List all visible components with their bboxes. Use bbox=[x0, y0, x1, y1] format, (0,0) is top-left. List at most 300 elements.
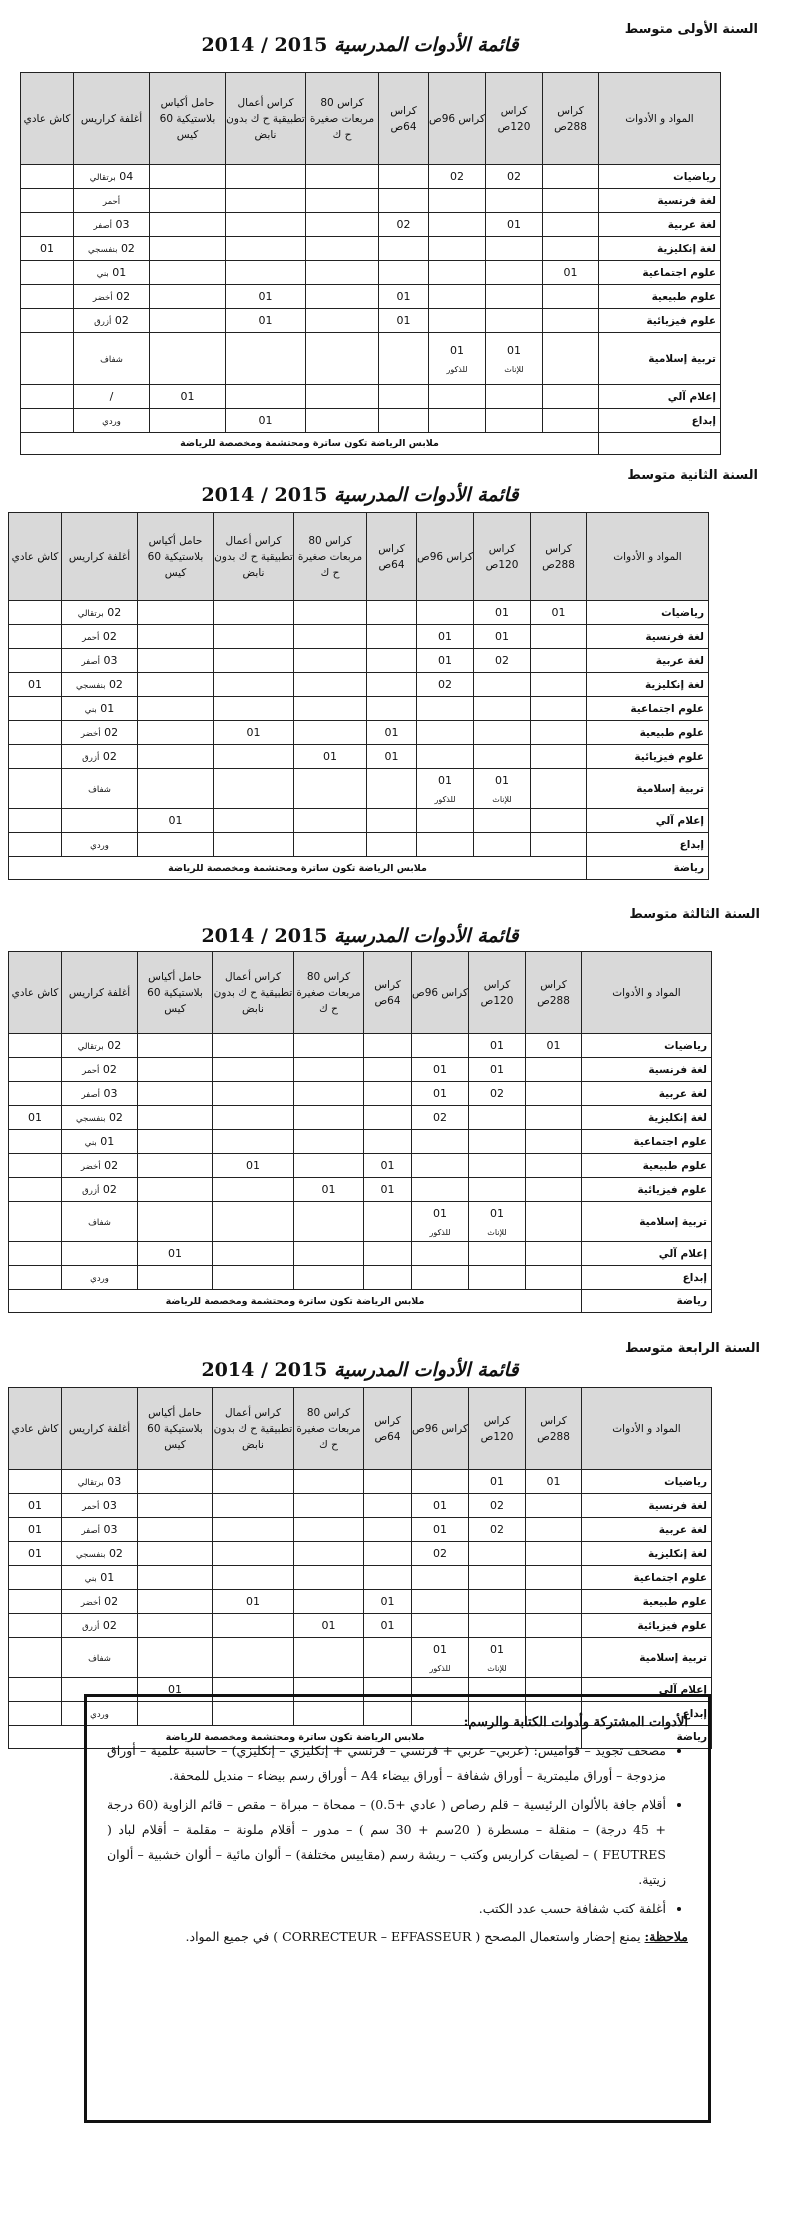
copybook-288-cell bbox=[531, 833, 587, 857]
quantity: 01 bbox=[258, 414, 273, 427]
quantity: 01 bbox=[490, 1039, 504, 1052]
bag-holder-cell bbox=[138, 649, 214, 673]
copybook-80-squares-cell bbox=[306, 309, 379, 333]
copybook-80-squares-cell bbox=[306, 237, 379, 261]
practical-copybook-cell bbox=[213, 1130, 294, 1154]
copybook-288-cell bbox=[526, 1470, 582, 1494]
quantity: 01 bbox=[384, 750, 399, 763]
copybook-80-squares-cell bbox=[306, 213, 379, 237]
list-title bbox=[150, 925, 570, 947]
covers-cell bbox=[62, 1130, 138, 1154]
plain-cash-cell bbox=[9, 1154, 62, 1178]
copybook-80-squares-cell bbox=[294, 769, 367, 809]
sport-note-cell: ملابس الرياضة تكون ساترة ومحتشمة ومخصصة للرياضة bbox=[9, 1726, 582, 1749]
table-row bbox=[21, 189, 721, 213]
bag-holder-cell bbox=[150, 333, 226, 385]
copybook-96-cell bbox=[412, 1058, 469, 1082]
cover-quantity: 02 bbox=[108, 678, 123, 691]
copybook-288-cell bbox=[526, 1242, 582, 1266]
quantity: 01 bbox=[246, 1595, 260, 1608]
common-supplies-list bbox=[107, 1738, 688, 1921]
copybook-64-cell bbox=[367, 809, 417, 833]
copybook-80-squares-cell bbox=[294, 625, 367, 649]
col-header-plain-cash: كاش عادي bbox=[9, 952, 62, 1034]
copybook-288-cell bbox=[543, 309, 599, 333]
practical-copybook-cell bbox=[213, 1566, 294, 1590]
table-row bbox=[9, 1542, 712, 1566]
subject-cell: رياضة bbox=[582, 1726, 712, 1749]
gender-label: للإناث bbox=[492, 794, 512, 804]
copybook-96-cell bbox=[417, 833, 474, 857]
cover-quantity: 02 bbox=[102, 1183, 117, 1196]
cover-quantity: 03 bbox=[115, 218, 130, 231]
practical-copybook-cell bbox=[226, 409, 306, 433]
table-row bbox=[21, 385, 721, 409]
col-header-covers: أغلفة كراريس bbox=[62, 513, 138, 601]
year-heading: السنة الثالثة متوسط bbox=[629, 907, 760, 922]
copybook-64-cell bbox=[379, 409, 429, 433]
copybook-120-cell bbox=[474, 721, 531, 745]
covers-cell bbox=[62, 1470, 138, 1494]
table-row bbox=[9, 833, 709, 857]
supplies-table bbox=[8, 512, 709, 880]
subject-cell: علوم اجتماعية bbox=[587, 697, 709, 721]
cover-color: أحمر bbox=[82, 1066, 100, 1076]
covers-cell bbox=[74, 213, 150, 237]
covers-cell bbox=[62, 673, 138, 697]
copybook-64-cell bbox=[367, 833, 417, 857]
sport-row bbox=[21, 433, 721, 455]
practical-copybook-cell bbox=[213, 1154, 294, 1178]
col-header-copybook-80-squares: كراس 80 مربعات صغيرة ح ك bbox=[294, 513, 367, 601]
col-header-copybook-120: كراس 120ص bbox=[469, 1388, 526, 1470]
copybook-96-cell bbox=[417, 649, 474, 673]
copybook-288-cell bbox=[526, 1154, 582, 1178]
copybook-96-cell bbox=[412, 1614, 469, 1638]
copybook-96-cell bbox=[412, 1154, 469, 1178]
plain-cash-cell bbox=[9, 721, 62, 745]
copybook-80-squares-cell bbox=[294, 721, 367, 745]
subject-cell: لغة فرنسية bbox=[582, 1058, 712, 1082]
copybook-80-squares-cell bbox=[306, 333, 379, 385]
copybook-288-cell bbox=[543, 285, 599, 309]
practical-copybook-cell bbox=[226, 309, 306, 333]
subject-cell: رياضيات bbox=[582, 1470, 712, 1494]
table-row bbox=[9, 1638, 712, 1678]
col-header-plain-cash: كاش عادي bbox=[9, 1388, 62, 1470]
bag-holder-cell bbox=[138, 1470, 213, 1494]
practical-copybook-cell bbox=[214, 833, 294, 857]
plain-cash-cell bbox=[21, 309, 74, 333]
copybook-80-squares-cell bbox=[294, 1614, 364, 1638]
quantity: 02 bbox=[433, 1111, 447, 1124]
covers-cell bbox=[62, 1614, 138, 1638]
bag-holder-cell bbox=[138, 673, 214, 697]
copybook-288-cell bbox=[543, 261, 599, 285]
quantity: 02 bbox=[507, 170, 521, 183]
quantity: 01 bbox=[490, 1642, 504, 1656]
cover-quantity: 02 bbox=[116, 290, 131, 303]
copybook-80-squares-cell bbox=[294, 809, 367, 833]
quantity: 01 bbox=[546, 1475, 561, 1488]
table-row bbox=[9, 809, 709, 833]
copybook-120-cell bbox=[474, 745, 531, 769]
table-row bbox=[9, 1082, 712, 1106]
copybook-64-cell bbox=[364, 1154, 412, 1178]
copybook-120-cell bbox=[486, 409, 543, 433]
copybook-96-cell bbox=[412, 1470, 469, 1494]
copybook-80-squares-cell bbox=[306, 385, 379, 409]
col-header-copybook-64: كراس 64ص bbox=[379, 73, 429, 165]
copybook-288-cell bbox=[543, 409, 599, 433]
table-row bbox=[9, 769, 709, 809]
copybook-80-squares-cell bbox=[306, 409, 379, 433]
subject-cell: علوم اجتماعية bbox=[582, 1130, 712, 1154]
col-header-practical-copybook: كراس أعمال تطبيقية ح ك بدون نابض bbox=[213, 1388, 294, 1470]
practical-copybook-cell bbox=[213, 1542, 294, 1566]
gender-label: للإناث bbox=[487, 1663, 507, 1673]
copybook-288-cell bbox=[531, 673, 587, 697]
copybook-120-cell bbox=[469, 1242, 526, 1266]
plain-cash-cell bbox=[21, 409, 74, 433]
copybook-96-cell bbox=[412, 1638, 469, 1678]
plain-cash-cell bbox=[21, 385, 74, 409]
quantity: 01 bbox=[180, 390, 195, 403]
sport-row bbox=[9, 857, 709, 880]
copybook-80-squares-cell bbox=[294, 1082, 364, 1106]
plain-cash-cell bbox=[21, 165, 74, 189]
practical-copybook-cell bbox=[226, 165, 306, 189]
list-title-years: 2015 / 2014 bbox=[201, 34, 328, 56]
col-header-copybook-96: كراس 96ص bbox=[417, 513, 474, 601]
plain-cash-cell bbox=[9, 1542, 62, 1566]
col-header-copybook-288: كراس 288ص bbox=[531, 513, 587, 601]
supplies-table bbox=[8, 951, 712, 1313]
plain-cash-cell bbox=[9, 1058, 62, 1082]
col-header-copybook-96: كراس 96ص bbox=[412, 952, 469, 1034]
cover-quantity: 03 bbox=[103, 654, 118, 667]
copybook-288-cell bbox=[531, 809, 587, 833]
cover-color: بني bbox=[84, 1574, 97, 1584]
copybook-120-cell bbox=[486, 285, 543, 309]
common-item: • أقلام جافة بالألوان الرئيسية – قلم رصاص ( عادي +0.5) – ممحاة – مبراة – مقص – قائم الزاوية (60 درجة + 45 درجة) – منقلة – مسطرة ( 20سم + 30 سم ) – مدور – أقلام ملونة – مقلمة – أقلام لباد ( FEUTRES ) – لصيقات كراريس وكتب – ريشة رسم (مقاييس مختلفة) – ألوان مائية – ألوان خشبية – ألوان زيتية. bbox=[107, 1792, 666, 1892]
plain-cash-cell bbox=[9, 649, 62, 673]
list-title-text: قائمة الأدوات المدرسية bbox=[334, 1359, 519, 1381]
copybook-64-cell bbox=[364, 1638, 412, 1678]
copybook-120-cell bbox=[486, 189, 543, 213]
copybook-80-squares-cell bbox=[294, 601, 367, 625]
quantity: 01 bbox=[490, 1206, 504, 1220]
subject-cell: رياضيات bbox=[599, 165, 721, 189]
cover-quantity: / bbox=[109, 390, 114, 403]
practical-copybook-cell bbox=[213, 1202, 294, 1242]
copybook-80-squares-cell bbox=[294, 745, 367, 769]
table-row bbox=[9, 1266, 712, 1290]
subject-cell: علوم فيزيائية bbox=[587, 745, 709, 769]
quantity: 01 bbox=[563, 266, 578, 279]
gender-label: للذكور bbox=[429, 1227, 451, 1237]
copybook-64-cell bbox=[367, 721, 417, 745]
cover-color: بنفسجي bbox=[76, 681, 106, 691]
cover-color: بنفسجي bbox=[76, 1550, 106, 1560]
table-row bbox=[9, 721, 709, 745]
copybook-288-cell bbox=[543, 165, 599, 189]
copybook-64-cell bbox=[364, 1130, 412, 1154]
plain-cash-cell bbox=[9, 1638, 62, 1678]
bag-holder-cell bbox=[138, 1518, 213, 1542]
copybook-120-cell bbox=[474, 673, 531, 697]
copybook-64-cell bbox=[364, 1518, 412, 1542]
header-row bbox=[9, 952, 712, 1034]
list-title-text: قائمة الأدوات المدرسية bbox=[334, 925, 519, 947]
common-supplies-box bbox=[84, 1694, 711, 2123]
practical-copybook-cell bbox=[214, 721, 294, 745]
practical-copybook-cell bbox=[214, 769, 294, 809]
copybook-64-cell bbox=[364, 1566, 412, 1590]
col-header-copybook-288: كراس 288ص bbox=[543, 73, 599, 165]
table-row bbox=[21, 309, 721, 333]
list-title-text: قائمة الأدوات المدرسية bbox=[334, 484, 519, 506]
practical-copybook-cell bbox=[213, 1242, 294, 1266]
col-header-bag-holder: حامل أكياس بلاستيكية 60 كيس bbox=[138, 952, 213, 1034]
subject-cell: لغة فرنسية bbox=[582, 1494, 712, 1518]
copybook-120-cell bbox=[469, 1034, 526, 1058]
cover-quantity: 01 bbox=[100, 1135, 115, 1148]
copybook-120-cell bbox=[486, 385, 543, 409]
cover-quantity: 02 bbox=[102, 630, 117, 643]
bag-holder-cell bbox=[138, 1494, 213, 1518]
copybook-120-cell bbox=[469, 1202, 526, 1242]
table-row bbox=[9, 1242, 712, 1266]
copybook-64-cell bbox=[364, 1266, 412, 1290]
list-title-years: 2015 / 2014 bbox=[201, 484, 328, 506]
plain-cash-cell bbox=[21, 237, 74, 261]
col-header-practical-copybook: كراس أعمال تطبيقية ح ك بدون نابض bbox=[213, 952, 294, 1034]
copybook-80-squares-cell bbox=[294, 1494, 364, 1518]
col-header-bag-holder: حامل أكياس بلاستيكية 60 كيس bbox=[138, 513, 214, 601]
copybook-64-cell bbox=[367, 745, 417, 769]
quantity: 01 bbox=[28, 1111, 42, 1124]
covers-cell bbox=[62, 1518, 138, 1542]
copybook-120-cell bbox=[469, 1154, 526, 1178]
covers-cell bbox=[62, 769, 138, 809]
covers-cell bbox=[74, 165, 150, 189]
plain-cash-cell bbox=[9, 1590, 62, 1614]
bag-holder-cell bbox=[138, 1082, 213, 1106]
copybook-96-cell bbox=[417, 601, 474, 625]
copybook-288-cell bbox=[526, 1590, 582, 1614]
practical-copybook-cell bbox=[226, 285, 306, 309]
quantity: 01 bbox=[28, 678, 42, 691]
common-item: • مصحف تجويد – قواميس: (عربي– عربي + فرنسي – فرنسي + إنكليزي – إنكليزي) – حاسبة علمية – أوراق مزدوجة – أوراق مليمترية – أوراق شفافة – أوراق بيضاء A4 – أوراق رسم بيضاء – منديل للمحفة. bbox=[107, 1738, 666, 1788]
covers-cell bbox=[74, 237, 150, 261]
supplies-table bbox=[20, 72, 721, 455]
quantity: 01 bbox=[168, 1683, 182, 1696]
copybook-80-squares-cell bbox=[294, 1202, 364, 1242]
copybook-80-squares-cell bbox=[294, 697, 367, 721]
plain-cash-cell bbox=[9, 769, 62, 809]
list-title bbox=[150, 34, 570, 56]
subject-cell: علوم طبيعية bbox=[582, 1590, 712, 1614]
quantity: 01 bbox=[507, 218, 521, 231]
quantity: 01 bbox=[551, 606, 566, 619]
practical-copybook-cell bbox=[214, 745, 294, 769]
cover-color: أزرق bbox=[82, 753, 100, 763]
copybook-96-cell bbox=[429, 285, 486, 309]
cover-quantity: 02 bbox=[104, 1159, 119, 1172]
copybook-288-cell bbox=[531, 625, 587, 649]
quantity: 02 bbox=[495, 654, 509, 667]
bag-holder-cell bbox=[138, 1106, 213, 1130]
copybook-96-cell bbox=[412, 1518, 469, 1542]
copybook-96-cell bbox=[417, 697, 474, 721]
bag-holder-cell bbox=[138, 745, 214, 769]
bag-holder-cell bbox=[150, 285, 226, 309]
subject-cell: رياضة bbox=[587, 857, 709, 880]
practical-copybook-cell bbox=[226, 189, 306, 213]
quantity: 01 bbox=[258, 314, 273, 327]
cover-color: شفاف bbox=[100, 355, 123, 365]
bag-holder-cell bbox=[138, 1614, 213, 1638]
plain-cash-cell bbox=[9, 625, 62, 649]
copybook-64-cell bbox=[364, 1202, 412, 1242]
copybook-80-squares-cell bbox=[294, 1178, 364, 1202]
copybook-96-cell bbox=[429, 333, 486, 385]
bag-holder-cell bbox=[138, 625, 214, 649]
copybook-80-squares-cell bbox=[294, 1518, 364, 1542]
covers-cell bbox=[62, 1242, 138, 1266]
sport-row bbox=[9, 1290, 712, 1313]
covers-cell bbox=[74, 261, 150, 285]
practical-copybook-cell bbox=[213, 1034, 294, 1058]
covers-cell bbox=[62, 1058, 138, 1082]
col-header-subject: المواد و الأدوات bbox=[582, 1388, 712, 1470]
cover-color: بني bbox=[84, 705, 97, 715]
cover-color: أزرق bbox=[82, 1622, 100, 1632]
table-row bbox=[21, 285, 721, 309]
copybook-96-cell bbox=[429, 213, 486, 237]
copybook-96-cell bbox=[412, 1566, 469, 1590]
copybook-96-cell bbox=[417, 721, 474, 745]
col-header-copybook-96: كراس 96ص bbox=[429, 73, 486, 165]
cover-color: أحمر bbox=[102, 197, 121, 207]
quantity: 02 bbox=[490, 1523, 504, 1536]
col-header-copybook-288: كراس 288ص bbox=[526, 952, 582, 1034]
cover-color: بني bbox=[84, 1138, 97, 1148]
bag-holder-cell bbox=[150, 409, 226, 433]
copybook-120-cell bbox=[469, 1518, 526, 1542]
gender-label: للذكور bbox=[446, 364, 468, 374]
copybook-288-cell bbox=[526, 1518, 582, 1542]
copybook-96-cell bbox=[429, 409, 486, 433]
subject-cell: رياضيات bbox=[582, 1034, 712, 1058]
practical-copybook-cell bbox=[213, 1266, 294, 1290]
copybook-288-cell bbox=[526, 1202, 582, 1242]
col-header-copybook-80-squares: كراس 80 مربعات صغيرة ح ك bbox=[306, 73, 379, 165]
quantity: 01 bbox=[321, 1619, 336, 1632]
subject-cell: علوم فيزيائية bbox=[582, 1178, 712, 1202]
subject-cell: إعلام آلي bbox=[599, 385, 721, 409]
table-row bbox=[21, 261, 721, 285]
quantity: 01 bbox=[396, 290, 411, 303]
subject-cell: لغة فرنسية bbox=[599, 189, 721, 213]
copybook-64-cell bbox=[364, 1590, 412, 1614]
covers-cell bbox=[62, 1266, 138, 1290]
header-row bbox=[9, 513, 709, 601]
bag-holder-cell bbox=[138, 601, 214, 625]
practical-copybook-cell bbox=[213, 1058, 294, 1082]
copybook-120-cell bbox=[469, 1614, 526, 1638]
quantity: 01 bbox=[495, 630, 509, 643]
quantity: 01 bbox=[258, 290, 273, 303]
table-row bbox=[9, 745, 709, 769]
common-supplies-title: الأدوات المشتركة وأدوات الكتابة والرسم: bbox=[463, 1715, 688, 1730]
quantity: 02 bbox=[396, 218, 411, 231]
plain-cash-cell bbox=[9, 673, 62, 697]
subject-cell: لغة إنكليزية bbox=[587, 673, 709, 697]
copybook-80-squares-cell bbox=[294, 1590, 364, 1614]
copybook-288-cell bbox=[526, 1266, 582, 1290]
copybook-96-cell bbox=[412, 1542, 469, 1566]
plain-cash-cell bbox=[9, 601, 62, 625]
list-title bbox=[150, 1359, 570, 1381]
cover-color: أزرق bbox=[94, 317, 112, 327]
col-header-plain-cash: كاش عادي bbox=[9, 513, 62, 601]
quantity: 01 bbox=[433, 1063, 447, 1076]
bag-holder-cell bbox=[138, 1058, 213, 1082]
copybook-64-cell bbox=[379, 165, 429, 189]
subject-cell: لغة عربية bbox=[587, 649, 709, 673]
bag-holder-cell bbox=[150, 309, 226, 333]
subject-cell: إعلام آلي bbox=[582, 1242, 712, 1266]
col-header-copybook-120: كراس 120ص bbox=[469, 952, 526, 1034]
copybook-120-cell bbox=[474, 601, 531, 625]
copybook-80-squares-cell bbox=[294, 1266, 364, 1290]
list-title-text: قائمة الأدوات المدرسية bbox=[334, 34, 519, 56]
copybook-64-cell bbox=[364, 1106, 412, 1130]
copybook-120-cell bbox=[469, 1470, 526, 1494]
copybook-120-cell bbox=[486, 213, 543, 237]
subject-cell: إبداع bbox=[582, 1702, 712, 1726]
table-row bbox=[9, 1518, 712, 1542]
quantity: 01 bbox=[495, 606, 509, 619]
common-item: • أغلفة كتب شفافة حسب عدد الكتب. bbox=[107, 1896, 666, 1921]
bag-holder-cell bbox=[138, 809, 214, 833]
copybook-96-cell bbox=[417, 745, 474, 769]
copybook-80-squares-cell bbox=[294, 1542, 364, 1566]
copybook-288-cell bbox=[526, 1034, 582, 1058]
plain-cash-cell bbox=[9, 1470, 62, 1494]
cover-color: أحمر bbox=[82, 633, 100, 643]
cover-quantity: 03 bbox=[103, 1087, 118, 1100]
cover-quantity: 01 bbox=[100, 1571, 115, 1584]
bag-holder-cell bbox=[138, 1638, 213, 1678]
bag-holder-cell bbox=[138, 1542, 213, 1566]
cover-color: وردي bbox=[90, 1274, 109, 1284]
copybook-96-cell bbox=[412, 1494, 469, 1518]
covers-cell bbox=[62, 697, 138, 721]
cover-color: بني bbox=[96, 269, 109, 279]
copybook-64-cell bbox=[379, 213, 429, 237]
subject-cell: تربية إسلامية bbox=[587, 769, 709, 809]
subject-cell: لغة عربية bbox=[599, 213, 721, 237]
copybook-120-cell bbox=[474, 697, 531, 721]
copybook-120-cell bbox=[469, 1130, 526, 1154]
plain-cash-cell bbox=[9, 809, 62, 833]
plain-cash-cell bbox=[9, 1242, 62, 1266]
quantity: 01 bbox=[396, 314, 411, 327]
quantity: 01 bbox=[28, 1523, 42, 1536]
